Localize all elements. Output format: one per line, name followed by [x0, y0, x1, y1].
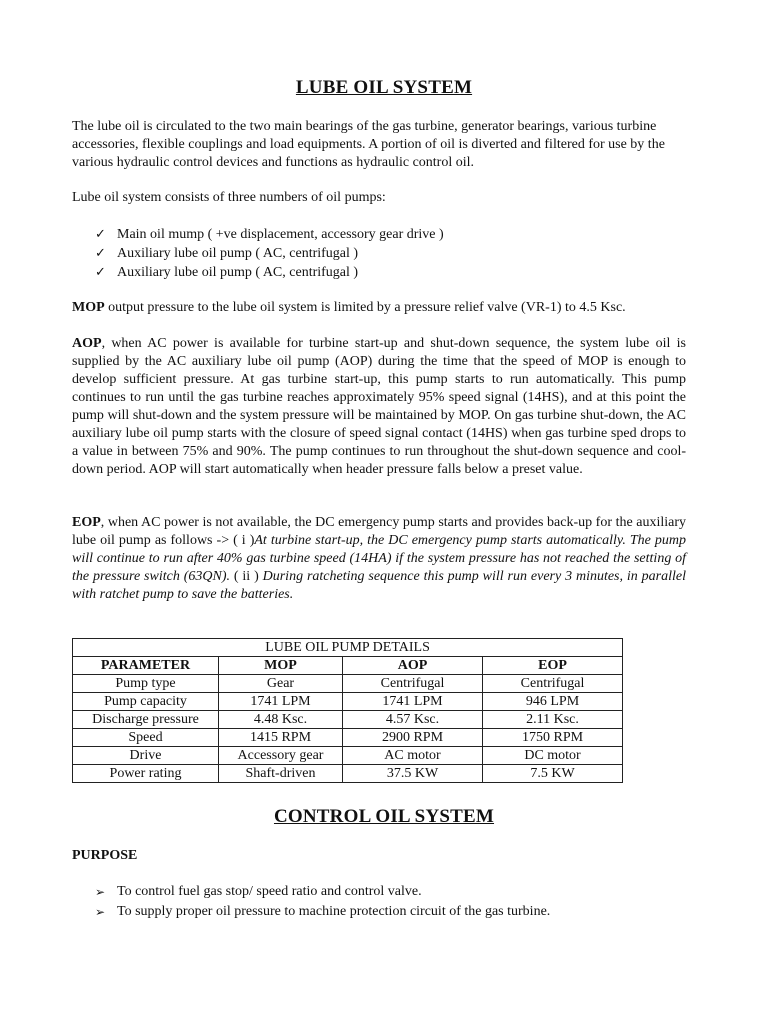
aop-label: AOP [72, 336, 102, 351]
column-header: MOP [219, 657, 343, 675]
purpose-list [95, 882, 550, 922]
lube-oil-pump-table [72, 638, 623, 783]
eop-italic-text-1: At turbine start-up, the DC emergency pump starts automatically. The pump will continue to run after 40% gas turbine speed (14HA) if the system pressure has not reached the setting of the pressure switch (63QN). [72, 533, 686, 584]
mop-label: MOP [72, 300, 105, 315]
table-cell: 1415 RPM [219, 729, 343, 747]
column-header: AOP [343, 657, 483, 675]
purpose-list-item-text: To control fuel gas stop/ speed ratio and control valve. [117, 884, 422, 899]
page-title: LUBE OIL SYSTEM [295, 77, 473, 98]
pump-list [95, 225, 444, 282]
table-cell: Drive [73, 747, 219, 765]
purpose-heading: PURPOSE [72, 848, 138, 863]
list-item [95, 244, 444, 263]
mop-paragraph [72, 299, 686, 317]
list-item [95, 902, 550, 922]
table-cell: Pump type [73, 675, 219, 693]
purpose-list-item-text: To supply proper oil pressure to machine protection circuit of the gas turbine. [117, 904, 551, 919]
pump-list-item-text: Main oil mump ( +ve displacement, accessory gear drive ) [117, 227, 444, 242]
table-cell: 1741 LPM [219, 693, 343, 711]
table-row [73, 675, 623, 693]
column-header: EOP [483, 657, 623, 675]
aop-paragraph [72, 335, 686, 479]
table-cell: AC motor [343, 747, 483, 765]
mop-text: output pressure to the lube oil system is limited by a pressure relief valve (VR-1) to 4.5 Ksc. [104, 300, 626, 315]
check-mark-icon: ✓ [95, 246, 106, 261]
check-mark-icon: ✓ [95, 227, 106, 242]
aop-text: , when AC power is available for turbine start-up and shut-down sequence, the system lube oil is supplied by the AC auxiliary lube oil pump (AOP) during the time that the speed of MOP is enough to develop sufficient pressure. At gas turbine start-up, this pump starts to run automatically. This pump continues to run until the gas turbine reaches approximately 95% speed signal (14HS), and at this point the pump will shut-down and the system pressure will be maintained by MOP. On gas turbine shut-down, the AC auxiliary lube oil pump starts with the closure of speed signal contact (14HS) when gas turbine sped drops to a value in between 75% and 90%. The pump continues to run throughout the shut-down sequence and cool-down period. AOP will start automatically when header pressure falls below a preset value. [72, 336, 686, 477]
table-cell: Speed [73, 729, 219, 747]
list-item [95, 263, 444, 282]
table-row [73, 765, 623, 783]
table-cell: 4.48 Ksc. [219, 711, 343, 729]
table-row [73, 711, 623, 729]
table-cell: 1741 LPM [343, 693, 483, 711]
table-cell: 1750 RPM [483, 729, 623, 747]
table-row [73, 693, 623, 711]
table-cell: 2900 RPM [343, 729, 483, 747]
arrow-bullet-icon: ➢ [95, 885, 106, 899]
list-item [95, 225, 444, 244]
arrow-bullet-icon: ➢ [95, 905, 106, 919]
table-cell: Power rating [73, 765, 219, 783]
table-cell: 946 LPM [483, 693, 623, 711]
check-mark-icon: ✓ [95, 265, 106, 280]
table-cell: Pump capacity [73, 693, 219, 711]
table-cell: Shaft-driven [219, 765, 343, 783]
eop-mid-text: ( ii ) [229, 569, 263, 584]
table-row [73, 729, 623, 747]
table-cell: 4.57 Ksc. [343, 711, 483, 729]
table-cell: Centrifugal [483, 675, 623, 693]
control-oil-title: CONTROL OIL SYSTEM [273, 806, 495, 827]
eop-paragraph [72, 514, 686, 604]
column-header: PARAMETER [73, 657, 219, 675]
table-cell: Accessory gear [219, 747, 343, 765]
pump-list-item-text: Auxiliary lube oil pump ( AC, centrifugal ) [117, 265, 359, 280]
table-cell: 2.11 Ksc. [483, 711, 623, 729]
intro-paragraph: The lube oil is circulated to the two main bearings of the gas turbine, generator bearings, various turbine accessories, flexible couplings and load equipments. A portion of oil is diverted and filtered for use by the various hydraulic control devices and functions as hydraulic control oil. [72, 119, 665, 170]
pumps-intro-paragraph: Lube oil system consists of three numbers of oil pumps: [72, 190, 386, 205]
table-caption: LUBE OIL PUMP DETAILS [73, 639, 623, 657]
table-row [73, 747, 623, 765]
table-cell: Gear [219, 675, 343, 693]
eop-label: EOP [72, 515, 101, 530]
table-cell: 37.5 KW [343, 765, 483, 783]
list-item [95, 882, 550, 902]
table-caption-row [73, 639, 623, 657]
table-cell: 7.5 KW [483, 765, 623, 783]
eop-text: , when AC power is not available, the DC emergency pump starts and provides back-up for the auxiliary lube oil pump as follows -> ( i ) [72, 515, 686, 548]
pump-list-item-text: Auxiliary lube oil pump ( AC, centrifugal ) [117, 246, 359, 261]
table-cell: Discharge pressure [73, 711, 219, 729]
eop-italic-text-2: During ratcheting sequence this pump will run every 3 minutes, in parallel with ratchet pump to save the batteries. [72, 569, 686, 602]
table-cell: DC motor [483, 747, 623, 765]
table-header-row [73, 657, 623, 675]
table-cell: Centrifugal [343, 675, 483, 693]
